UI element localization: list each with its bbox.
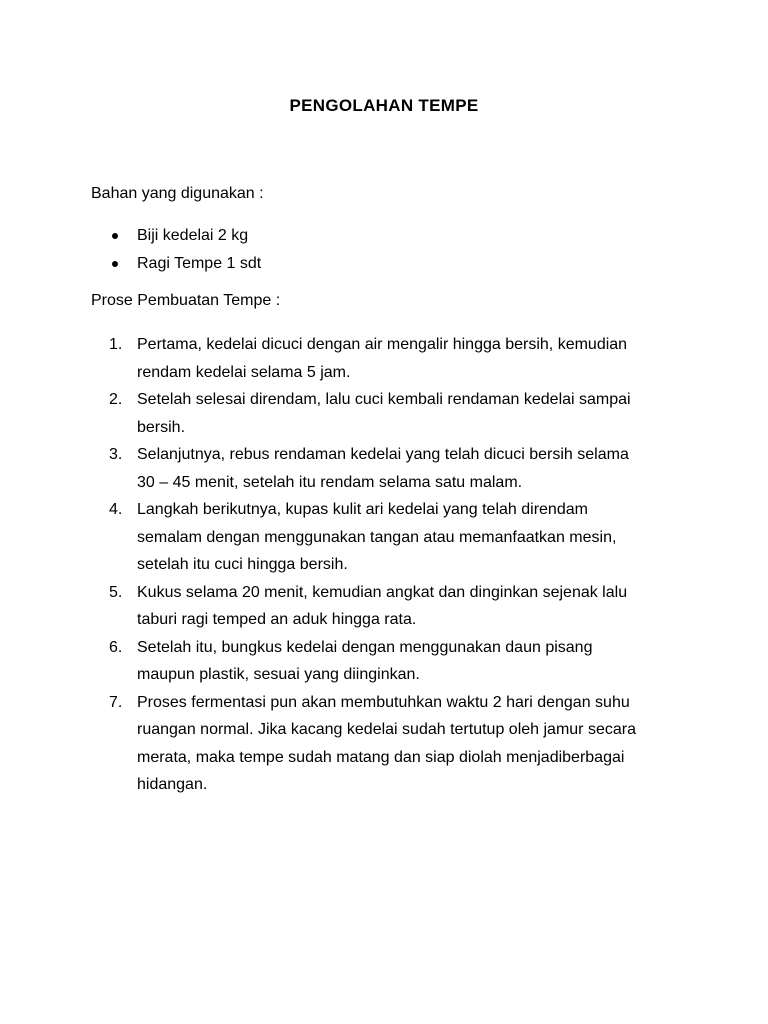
ingredient-text: Biji kedelai 2 kg: [137, 227, 249, 244]
ingredients-list: [110, 224, 261, 280]
step-text-line: setelah itu cuci hingga bersih.: [137, 556, 348, 573]
ingredient-item: [110, 252, 261, 280]
step-text-line: Selanjutnya, rebus rendaman kedelai yang telah dicuci bersih selama: [137, 446, 629, 463]
step-text-line: hidangan.: [137, 776, 208, 793]
step-item: [104, 496, 684, 579]
bullet-icon: [112, 233, 118, 239]
step-text-line: Setelah selesai direndam, lalu cuci kembali rendaman kedelai sampai: [137, 391, 631, 408]
step-number: 2.: [109, 391, 123, 408]
step-item: [104, 579, 684, 634]
step-text-line: bersih.: [137, 418, 186, 436]
step-item: [104, 441, 684, 496]
step-item: [104, 386, 684, 441]
step-text-line: taburi ragi temped an aduk hingga rata.: [137, 611, 417, 628]
step-text-line: Pertama, kedelai dicuci dengan air mengalir hingga bersih, kemudian: [137, 336, 628, 353]
step-text-line: Langkah berikutnya, kupas kulit ari kedelai yang telah direndam: [137, 501, 588, 518]
ingredients-label: Bahan yang digunakan :: [91, 185, 264, 202]
process-steps-list: [104, 331, 684, 799]
step-number: 6.: [109, 638, 123, 656]
document-title: PENGOLAHAN TEMPE: [289, 96, 479, 115]
step-item: [104, 689, 684, 799]
step-text-line: merata, maka tempe sudah matang dan siap diolah menjadiberbagai: [137, 748, 625, 766]
step-text-line: Proses fermentasi pun akan membutuhkan waktu 2 hari dengan suhu: [137, 693, 630, 711]
ingredient-text: Ragi Tempe 1 sdt: [137, 255, 262, 272]
step-number: 5.: [109, 583, 123, 601]
step-number: 1.: [109, 336, 123, 353]
step-text-line: semalam dengan menggunakan tangan atau memanfaatkan mesin,: [137, 528, 617, 546]
step-item: [104, 634, 684, 689]
ingredient-item: [110, 224, 261, 252]
step-number: 3.: [109, 446, 123, 463]
step-text-line: ruangan normal. Jika kacang kedelai sudah tertutup oleh jamur secara: [137, 721, 636, 738]
bullet-icon: [112, 261, 118, 267]
step-text-line: maupun plastik, sesuai yang diinginkan.: [137, 666, 420, 683]
process-label: Prose Pembuatan Tempe :: [91, 292, 281, 309]
step-number: 4.: [109, 501, 123, 518]
step-number: 7.: [109, 693, 123, 711]
step-text-line: 30 – 45 menit, setelah itu rendam selama satu malam.: [137, 473, 523, 491]
step-text-line: Setelah itu, bungkus kedelai dengan menggunakan daun pisang: [137, 638, 593, 656]
step-text-line: rendam kedelai selama 5 jam.: [137, 363, 351, 381]
step-text-line: Kukus selama 20 menit, kemudian angkat dan dinginkan sejenak lalu: [137, 583, 628, 601]
step-item: [104, 331, 684, 386]
